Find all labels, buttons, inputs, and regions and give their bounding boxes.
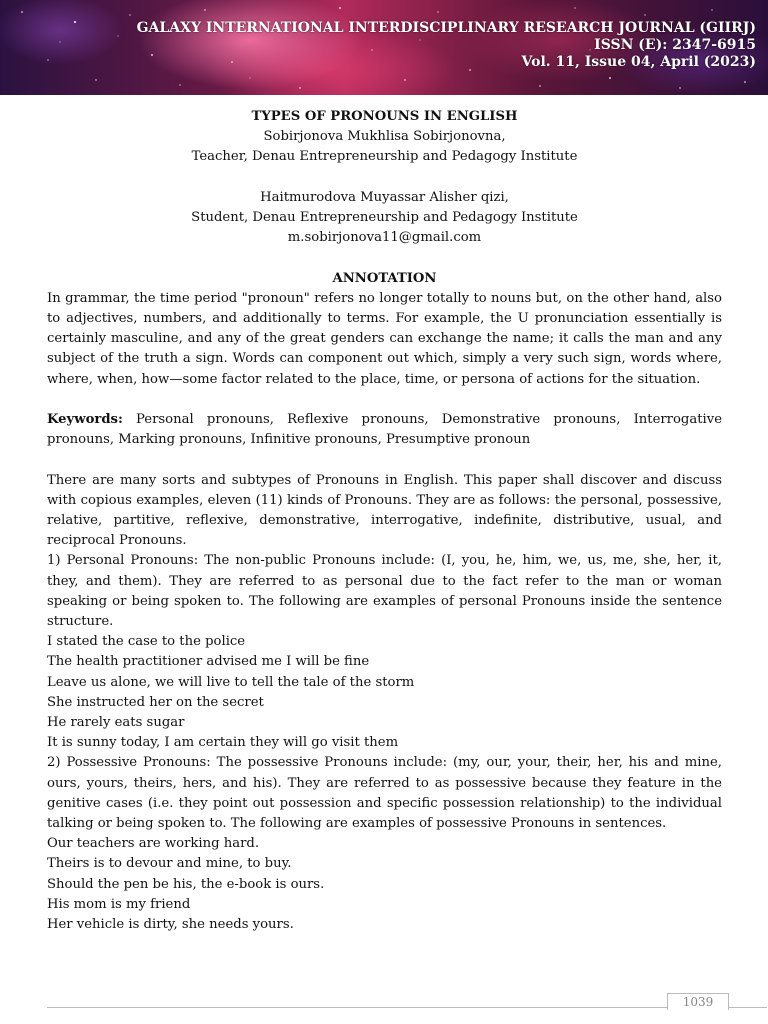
- possessive-example: Should the pen be his, the e-book is ours.: [47, 876, 325, 892]
- personal-example: I stated the case to the police: [47, 634, 246, 650]
- spacer: [47, 248, 722, 268]
- personal-example: The health practitioner advised me I will be fine: [47, 654, 370, 670]
- keywords-label: Keywords:: [47, 412, 123, 427]
- paper-content: [47, 107, 722, 935]
- possessive-example: Our teachers are working hard.: [47, 836, 260, 852]
- keywords-text: Personal pronouns, Reflexive pronouns, Demonstrative pronouns, Interrogative pronouns, Marking pronouns, Infinitive pronouns, Presumptive pronoun: [47, 412, 722, 448]
- personal-example: She instructed her on the secret: [47, 694, 264, 710]
- paper-title: TYPES OF PRONOUNS IN ENGLISH: [251, 109, 518, 124]
- spacer: [47, 168, 722, 188]
- possessive-example: Her vehicle is dirty, she needs yours.: [47, 917, 294, 933]
- possessive-pronouns-paragraph: 2) Possessive Pronouns: The possessive Pronouns include: (my, our, your, their, her, his and mine, ours, yours, theirs, hers, and his). They are referred to as possessive because they feature in the genitive cases (i.e. they point out possession and specific possession relationship) to the individual talking or being spoken to. The following are examples of possessive Pronouns in sentences.: [47, 755, 722, 832]
- author1-name: Sobirjonova Mukhlisa Sobirjonovna,: [263, 129, 506, 145]
- intro-paragraph: There are many sorts and subtypes of Pronouns in English. This paper shall discover and discuss with copious examples, eleven (11) kinds of Pronouns. They are as follows: the personal, possessive, relative, partitive, reflexive, demonstrative, interrogative, indefinite, distributive, usual, and reciprocal Pronouns.: [47, 472, 722, 549]
- journal-issn: ISSN (E): 2347-6915: [594, 37, 756, 53]
- journal-name: GALAXY INTERNATIONAL INTERDISCIPLINARY RESEARCH JOURNAL (GIIRJ): [136, 20, 756, 36]
- spacer: [47, 390, 722, 410]
- annotation-text: In grammar, the time period "pronoun" refers no longer totally to nouns but, on the other hand, also to adjectives, numbers, and additionally to terms. For example, the U pronunciation essentially is certainly masculine, and any of the great genders can exchange the name; it calls the man and any subject of the truth a sign. Words can component out which, simply a very such sign, words where, where, when, how—some factor related to the place, time, or persona of actions for the situation.: [47, 290, 722, 387]
- personal-example: It is sunny today, I am certain they will go visit them: [47, 735, 399, 751]
- personal-example: He rarely eats sugar: [47, 715, 185, 731]
- possessive-example: His mom is my friend: [47, 896, 191, 912]
- journal-banner: [0, 0, 768, 95]
- page-number: 1039: [667, 993, 729, 1010]
- keywords-paragraph: [47, 410, 722, 450]
- author-email: m.sobirjonova11@gmail.com: [287, 230, 482, 246]
- footer-divider: [47, 1007, 767, 1008]
- author2-role: Student, Denau Entrepreneurship and Pedagogy Institute: [191, 210, 578, 225]
- annotation-heading: ANNOTATION: [332, 270, 437, 286]
- journal-header-text: [137, 20, 756, 71]
- personal-pronouns-paragraph: 1) Personal Pronouns: The non-public Pronouns include: (I, you, he, him, we, us, me, she, her, it, they, and them). They are referred to as personal due to the fact refer to the man or woman speaking or being spoken to. The following are examples of personal Pronouns inside the sentence structure.: [47, 553, 722, 630]
- author2-name: Haitmurodova Muyassar Alisher qizi,: [260, 189, 509, 205]
- spacer: [47, 450, 722, 470]
- possessive-example: Theirs is to devour and mine, to buy.: [47, 856, 292, 872]
- journal-volume: Vol. 11, Issue 04, April (2023): [521, 54, 756, 70]
- author1-role: Teacher, Denau Entrepreneurship and Pedagogy Institute: [191, 149, 578, 165]
- personal-example: Leave us alone, we will live to tell the tale of the storm: [47, 674, 415, 690]
